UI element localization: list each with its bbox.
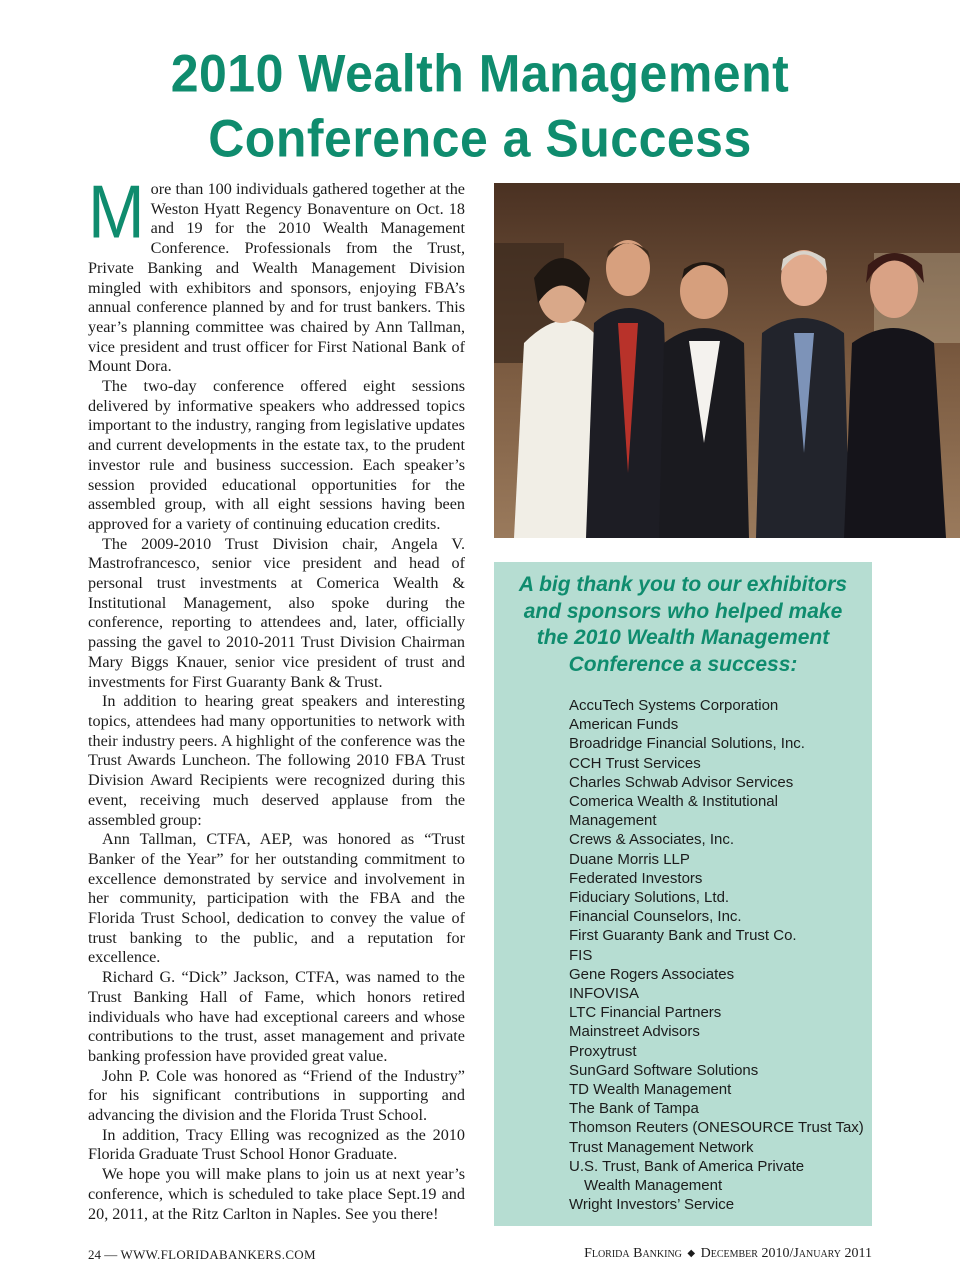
sponsor-item: Thomson Reuters (ONESOURCE Trust Tax) [569,1119,864,1137]
headline-line-1: 2010 Wealth Management [170,44,790,103]
sponsor-item: Crews & Associates, Inc. [569,831,735,849]
sponsor-item: U.S. Trust, Bank of America Private Wealth Management [569,1157,805,1195]
headline [0,41,960,171]
article-paragraph: Richard G. “Dick” Jackson, CTFA, was named to the Trust Banking Hall of Fame, which honors retired individuals who have had exceptional careers and whose contributions to the trust, asset management and private banking profession have provided great value. [88,968,465,1065]
sponsor-item: Comerica Wealth & Institutional Management [569,793,778,830]
sponsor-item: FIS [569,946,593,964]
footer-right [584,1246,872,1262]
footer-separator: — [104,1247,118,1262]
article-paragraph: John P. Cole was honored as “Friend of the Industry” for his significant contributions in supporting and advancing the division and the Florida Trust School. [88,1066,465,1125]
sponsor-item: Wright Investors’ Service [569,1196,735,1214]
article-body [88,170,465,1224]
sidebar-title [494,572,872,678]
sidebar-title-line: A big thank you to our exhibitors [518,573,848,596]
sponsor-item: Fiduciary Solutions, Ltd. [569,889,730,907]
publication-name: Florida Banking [584,1246,682,1261]
sponsor-list [569,696,864,1214]
sponsor-item: CCH Trust Services [569,754,701,772]
sponsor-item: INFOVISA [569,985,640,1003]
sponsor-item: SunGard Software Solutions [569,1061,759,1079]
issue-date: December 2010/January 2011 [700,1246,872,1261]
sponsor-item: First Guaranty Bank and Trust Co. [569,927,797,945]
sponsor-item: Gene Rogers Associates [569,965,735,983]
sponsor-item: Duane Morris LLP [569,850,690,868]
sidebar-title-line: and sponsors who helped make [523,599,843,623]
page-number: 24 [88,1247,101,1262]
footer-url: WWW.FLORIDABANKERS.COM [120,1247,316,1262]
sponsor-sidebar [494,562,872,1226]
drop-cap: M [88,170,145,254]
headline-line-2: Conference a Success [208,109,752,168]
sponsor-item: Charles Schwab Advisor Services [569,773,794,791]
sponsor-item: AccuTech Systems Corporation [569,697,779,714]
sidebar-title-line: the 2010 Wealth Management [536,626,830,649]
article-paragraph: More than 100 individuals gathered together at the Weston Hyatt Regency Bonaventure on Oct. 18 and 19 for the 2010 Wealth Management Conference. Professionals from the Trust, Private Banking and Wealth Management Division mingled with exhibitors and sponsors, enjoying FBA’s annual conference planned by and for trust bankers. This year’s planning committee was chaired by Ann Tallman, vice president and trust officer for First National Bank of Mount Dora. [88,170,465,376]
sponsor-item: TD Wealth Management [569,1081,732,1099]
sponsor-item: Trust Management Network [569,1138,754,1156]
sponsor-item: Broadridge Financial Solutions, Inc. [569,735,805,753]
sponsor-item: Financial Counselors, Inc. [569,908,742,926]
diamond-icon: ◆ [687,1248,696,1259]
article-paragraph: In addition, Tracy Elling was recognized as the 2010 Florida Graduate Trust School Honor Graduate. [88,1125,465,1164]
sponsor-item: Proxytrust [569,1042,637,1060]
sponsor-item: The Bank of Tampa [569,1100,699,1118]
sidebar-title-line: Conference a success: [568,652,798,676]
group-photo [494,183,960,538]
article-paragraph: The two-day conference offered eight sessions delivered by informative speakers who addressed topics important to the industry, ranging from legislative updates and current developments in the estate tax, to the prudent investor rule and business succession. Each speaker’s session provided educational opportunities for the assembled group, with all eight sessions having been approved for a variety of continuing education credits. [88,377,465,533]
article-paragraph: Ann Tallman, CTFA, AEP, was honored as “Trust Banker of the Year” for her outstanding commitment to excellence demonstrated by service and involvement in her community, participation with the FBA and the Florida Trust School, dedication to convey the value of trust banking to the public, and a reputation for excellence. [88,830,465,967]
sponsor-item: American Funds [569,716,679,734]
article-paragraph: We hope you will make plans to join us at next year’s conference, which is scheduled to take place Sept.19 and 20, 2011, at the Ritz Carlton in Naples. See you there! [88,1165,465,1223]
article-paragraph: In addition to hearing great speakers and interesting topics, attendees had many opportunities to network with their industry peers. A highlight of the conference was the Trust Awards Luncheon. The following 2010 FBA Trust Division Award Recipients were recognized during this event, receiving much deserved applause from the assembled group: [88,692,465,829]
sponsor-item: Federated Investors [569,869,703,887]
sponsor-item: Mainstreet Advisors [569,1023,700,1041]
footer-left [88,1247,316,1263]
sponsor-item: LTC Financial Partners [569,1004,722,1022]
article-paragraph: The 2009-2010 Trust Division chair, Angela V. Mastrofrancesco, senior vice president and head of personal trust investments at Comerica Wealth & Institutional Management, also spoke during the conference, reporting to attendees and, later, officially passing the gavel to 2010-2011 Trust Division Chairman Mary Biggs Knauer, senior vice president of trust and investments for First Guaranty Bank & Trust. [88,534,465,691]
